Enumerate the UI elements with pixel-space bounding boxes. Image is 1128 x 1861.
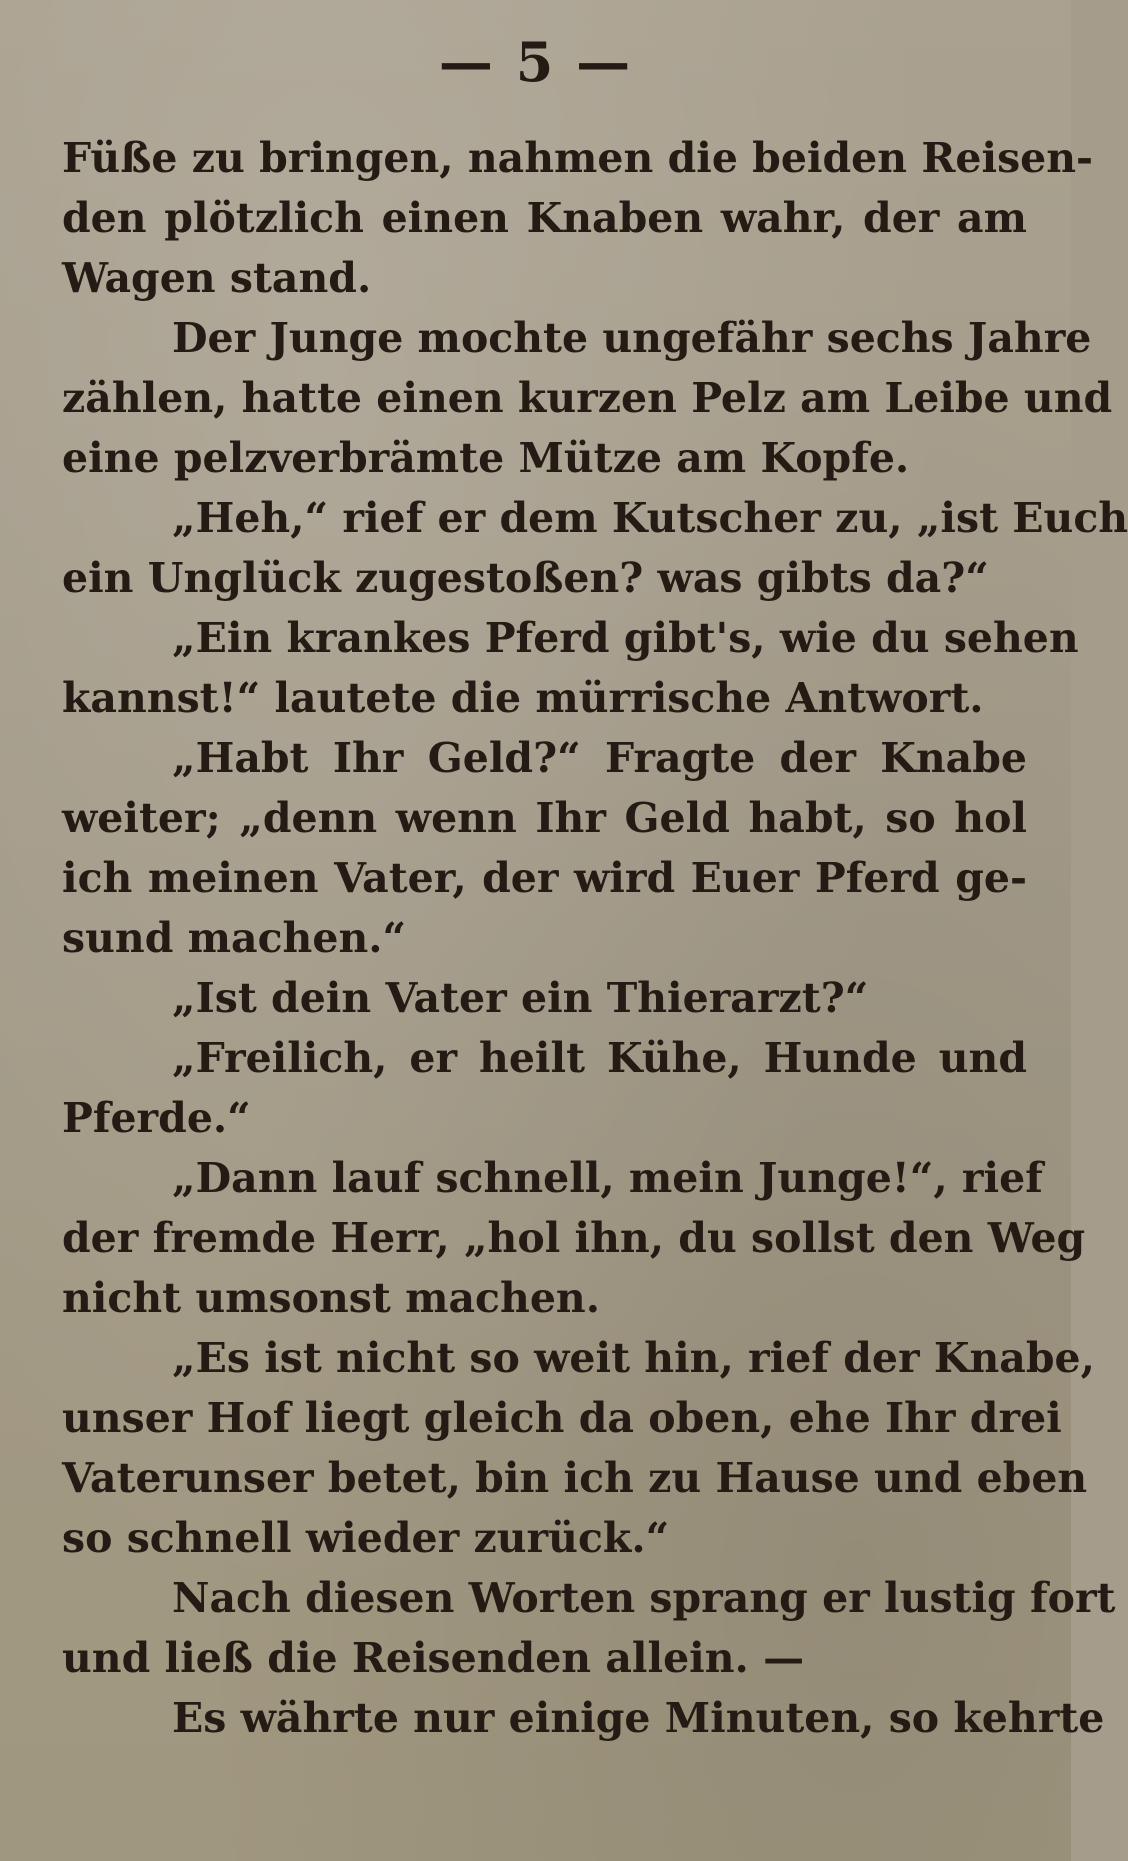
text-line: Wagen stand. <box>62 254 372 302</box>
text-line: unser Hof liegt gleich da oben, ehe Ihr drei <box>62 1394 1062 1442</box>
text-line: sund machen.“ <box>62 914 407 962</box>
text-line: eine pelzverbrämte Mütze am Kopfe. <box>62 434 910 482</box>
text-line: weiter; „denn wenn Ihr Geld habt, so hol <box>62 794 1027 842</box>
text-line: Es währte nur einige Minuten, so kehrte <box>172 1694 1105 1742</box>
text-line: den plötzlich einen Knaben wahr, der am <box>62 194 1027 242</box>
text-line: „Ist dein Vater ein Thierarzt?“ <box>172 974 869 1022</box>
text-line: Der Junge mochte ungefähr sechs Jahre <box>172 314 1092 362</box>
text-line: „Ein krankes Pferd gibt's, wie du sehen <box>172 614 1079 662</box>
text-line: „Es ist nicht so weit hin, rief der Knabe, <box>172 1334 1095 1382</box>
text-line: Vaterunser betet, bin ich zu Hause und eben <box>62 1454 1088 1502</box>
page-number: — 5 — <box>438 30 633 94</box>
text-line: nicht umsonst machen. <box>62 1274 600 1322</box>
text-line: zählen, hatte einen kurzen Pelz am Leibe und <box>62 374 1113 422</box>
text-line: der fremde Herr, „hol ihn, du sollst den Weg <box>62 1214 1086 1262</box>
text-line: so schnell wieder zurück.“ <box>62 1514 670 1562</box>
text-line: ich meinen Vater, der wird Euer Pferd ge- <box>62 854 1027 902</box>
text-line: „Habt Ihr Geld?“ Fragte der Knabe <box>172 734 1027 782</box>
text-line: Nach diesen Worten sprang er lustig fort <box>172 1574 1116 1622</box>
text-line: „Heh,“ rief er dem Kutscher zu, „ist Euch <box>172 494 1128 542</box>
body-text <box>62 128 1128 1748</box>
text-line: „Dann lauf schnell, mein Junge!“, rief <box>172 1154 1043 1202</box>
text-line: „Freilich, er heilt Kühe, Hunde und <box>172 1034 1027 1082</box>
text-line: ein Unglück zugestoßen? was gibts da?“ <box>62 554 989 602</box>
text-line: kannst!“ lautete die mürrische Antwort. <box>62 674 984 722</box>
text-line: Pferde.“ <box>62 1094 251 1142</box>
text-line: und ließ die Reisenden allein. — <box>62 1634 805 1682</box>
text-line: Füße zu bringen, nahmen die beiden Reisen- <box>62 134 1094 182</box>
